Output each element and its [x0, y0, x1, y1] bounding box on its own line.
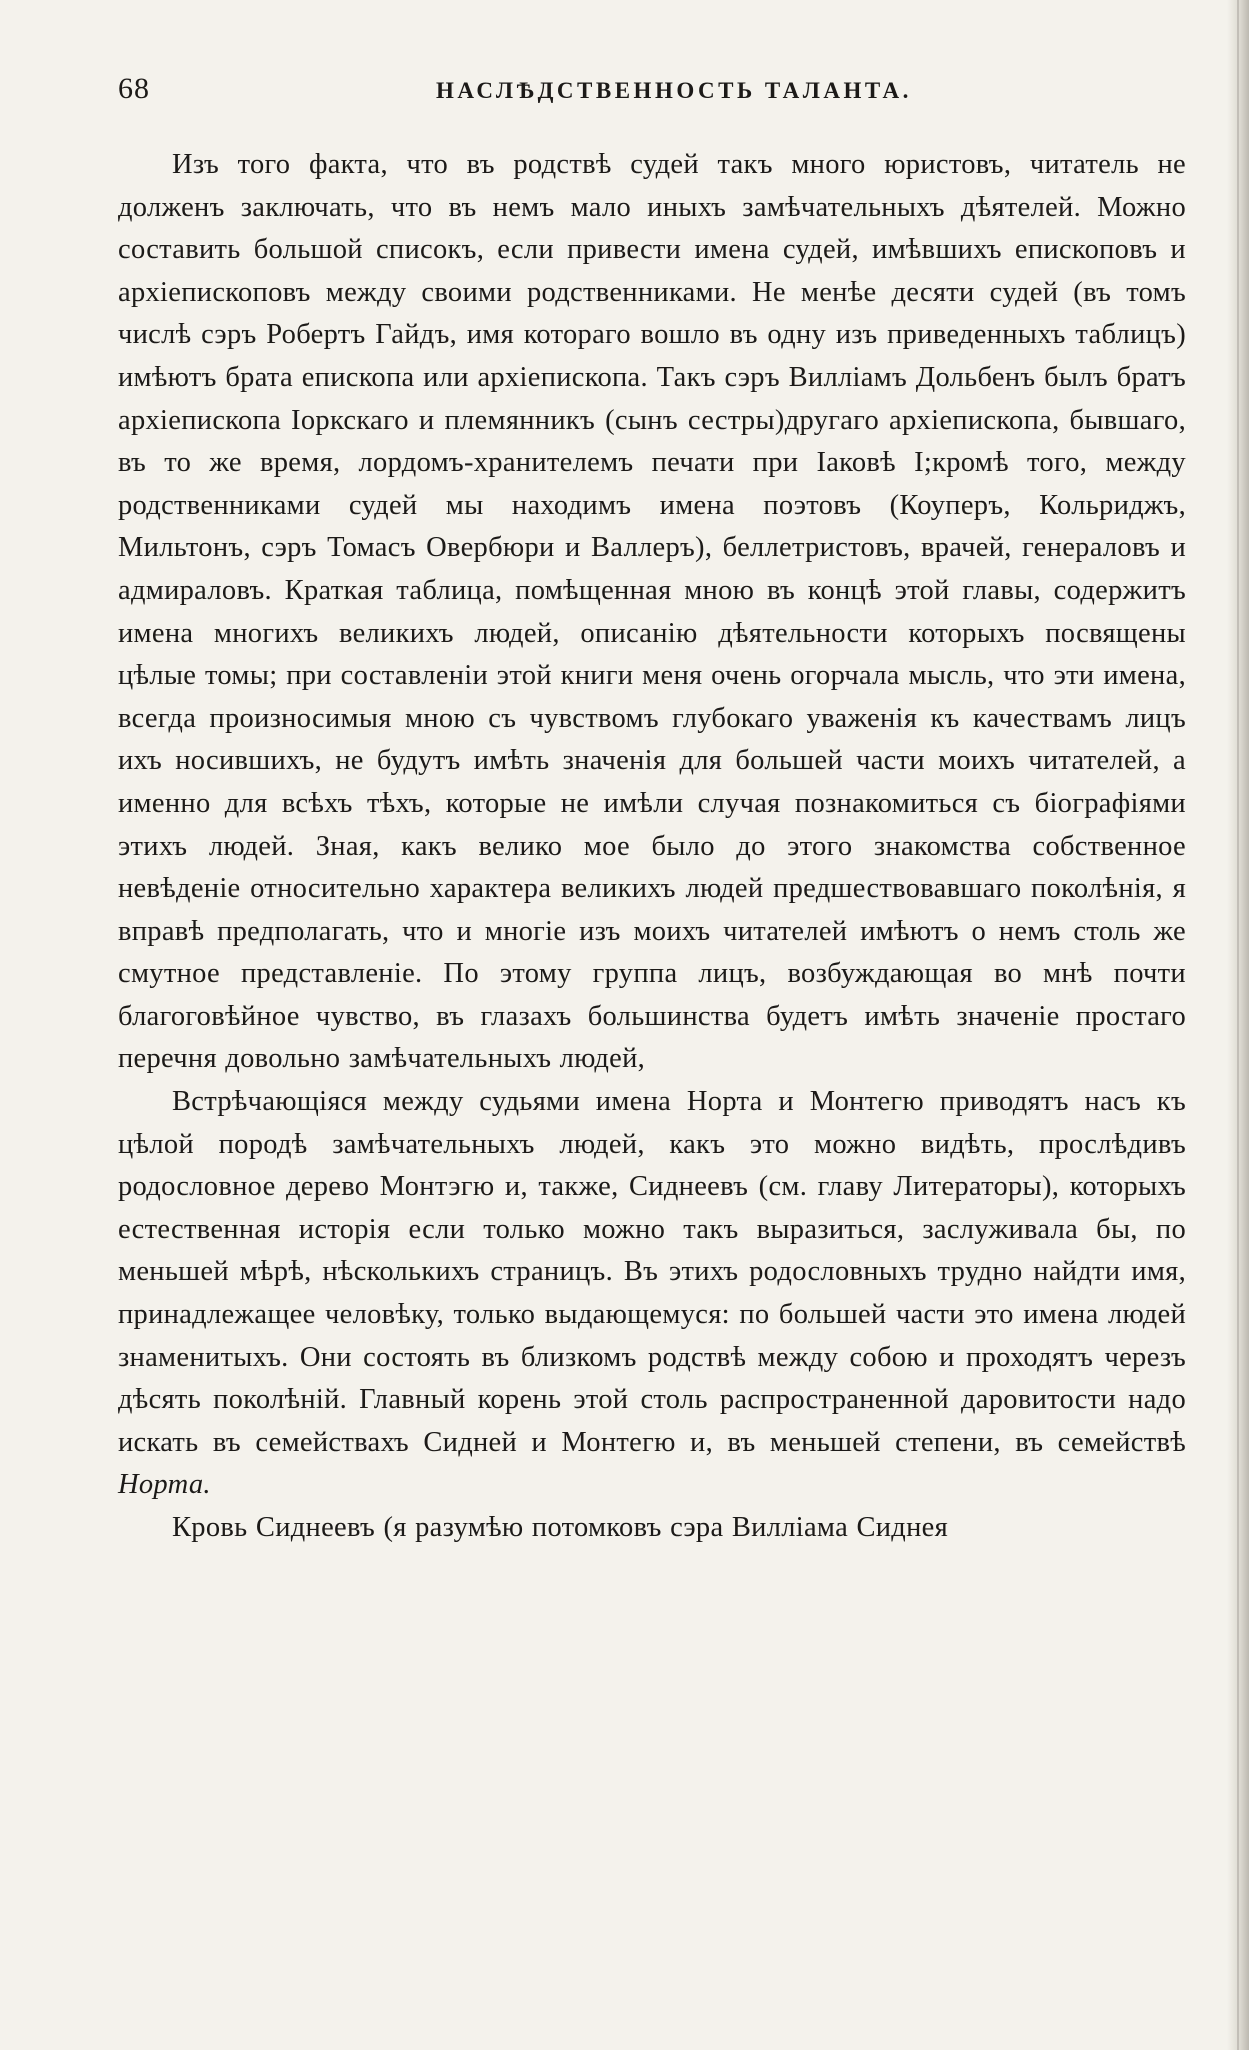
paragraph-2	[118, 1081, 1186, 1507]
paragraph-1: Изъ того факта, что въ родствѣ судей такъ много юристовъ, читатель не долженъ заключать, что въ немъ мало иныхъ замѣчательныхъ дѣятелей. Можно составить большой списокъ, если привести имена судей, имѣвшихъ епископовъ и архіепископовъ между своими родственниками. Не менѣе десяти судей (въ томъ числѣ сэръ Робертъ Гайдъ, имя котораго вошло въ одну изъ приведенныхъ таблицъ) имѣютъ брата епископа или архіепископа. Такъ сэръ Вилліамъ Дольбенъ былъ братъ архіепископа Іоркскаго и племянникъ (сынъ сестры)другаго архіепископа, бывшаго, въ то же время, лордомъ-хранителемъ печати при Іаковѣ I;кромѣ того, между родственниками судей мы находимъ имена поэтовъ (Коуперъ, Кольриджъ, Мильтонъ, сэръ Томасъ Овербюри и Валлеръ), беллетристовъ, врачей, генераловъ и адмираловъ. Краткая таблица, помѣщенная мною въ концѣ этой главы, содержитъ имена многихъ великихъ людей, описанію дѣятельности которыхъ посвящены цѣлые томы; при составленіи этой книги меня очень огорчала мысль, что эти имена, всегда произносимыя мною съ чувствомъ глубокаго уваженія къ качествамъ лицъ ихъ носившихъ, не будутъ имѣть значенія для большей части моихъ читателей, а именно для всѣхъ тѣхъ, которые не имѣли случая познакомиться съ біографіями этихъ людей. Зная, какъ велико мое было до этого знакомства собственное невѣденіе относительно характера великихъ людей предшествовавшаго поколѣнія, я вправѣ предполагать, что и многіе изъ моихъ читателей имѣютъ о немъ столь же смутное представленіе. По этому группа лицъ, возбуждающая во мнѣ почти благоговѣйное чувство, въ глазахъ большинства будетъ имѣть значеніе простаго перечня довольно замѣчательныхъ людей,	[118, 149, 1186, 1075]
body-text	[118, 144, 1186, 1550]
paragraph-2-italic-name: Норта.	[118, 1469, 211, 1501]
paragraph-2-text: Встрѣчающіяся между судьями имена Норта и Монтегю приводятъ насъ къ цѣлой породѣ замѣчательныхъ людей, какъ это можно видѣть, прослѣдивъ родословное дерево Монтэгю и, также, Сиднеевъ (см. главу Литераторы), которыхъ естественная исторія если только можно такъ выразиться, заслуживала бы, по меньшей мѣрѣ, нѣсколькихъ страницъ. Въ этихъ родословныхъ трудно найдти имя, принадлежащее человѣку, только выдающемуся: по большей части это имена людей знаменитыхъ. Они состоять въ близкомъ родствѣ между собою и проходятъ черезъ дѣсять поколѣній. Главный корень этой столь распространенной даровитости надо искать въ семействахъ Сидней и Монтегю и, въ меньшей степени, въ семействѣ	[118, 1086, 1186, 1458]
page-spine-line	[1237, 0, 1239, 2050]
running-head	[118, 72, 1198, 112]
paragraph-3: Кровь Сиднеевъ (я разумѣю потомковъ сэра Вилліама Сиднея	[172, 1512, 949, 1543]
running-head-title: НАСЛѢДСТВЕННОСТЬ ТАЛАНТА.	[436, 78, 912, 103]
page-number: 68	[118, 72, 150, 105]
